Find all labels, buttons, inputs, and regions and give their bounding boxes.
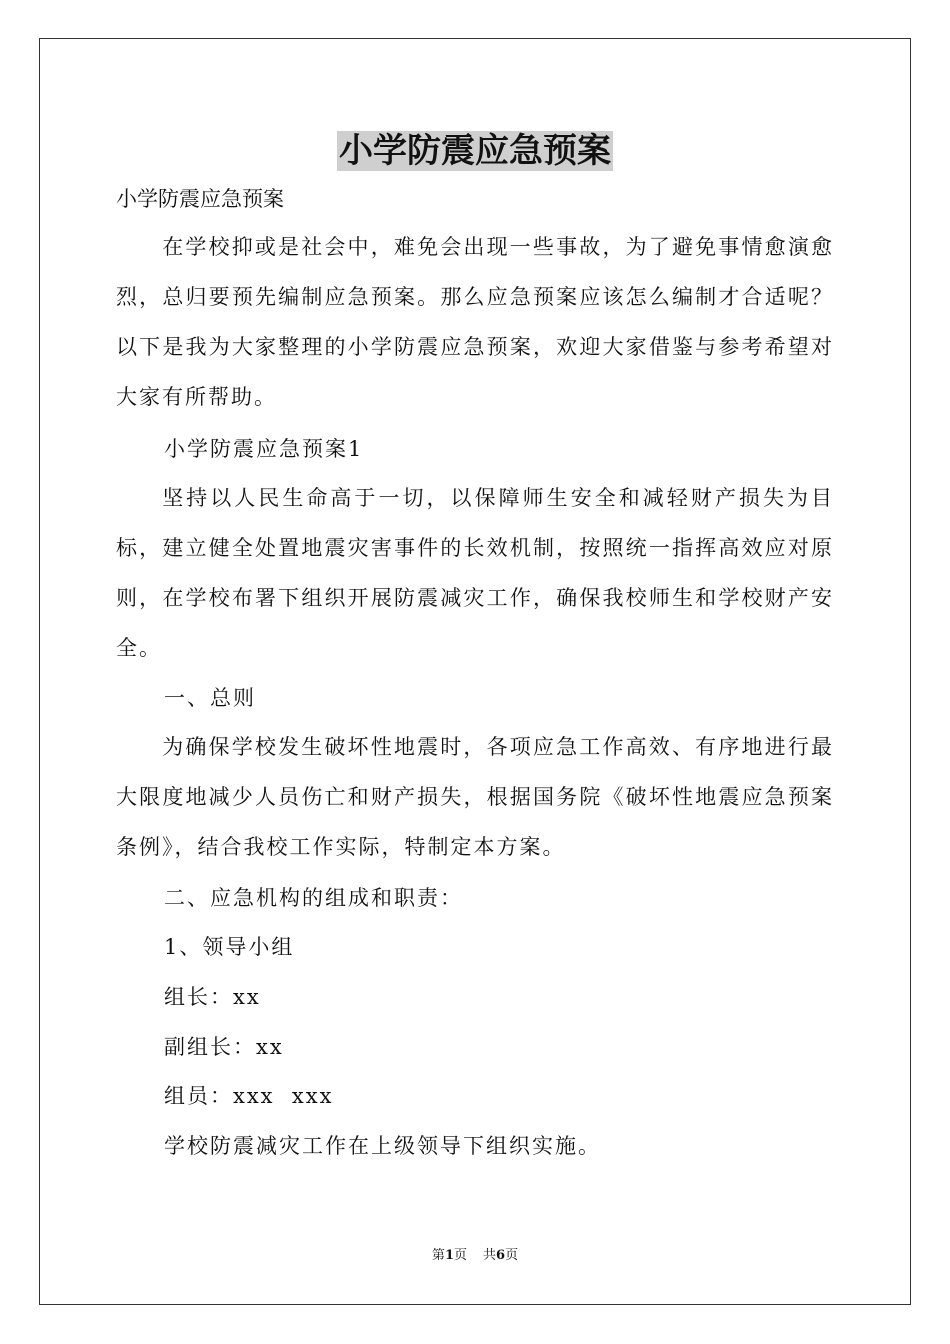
general-paragraph: 为确保学校发生破坏性地震时，各项应急工作高效、有序地进行最大限度地减少人员伤亡和财产损失，根据国务院《破坏性地震应急预案条例》，结合我校工作实际，特制定本方案。 xyxy=(116,735,834,859)
org-heading: 二、应急机构的组成和职责： xyxy=(164,886,463,910)
footer-page-prefix: 第 xyxy=(431,1248,445,1263)
members-line: 组员：xxx xxx xyxy=(164,1084,334,1108)
page-footer xyxy=(0,1246,950,1266)
document-title xyxy=(0,126,950,176)
intro-paragraph: 在学校抑或是社会中，难免会出现一些事故，为了避免事情愈演愈烈，总归要预先编制应急预案。那么应急预案应该怎么编制才合适呢？以下是我为大家整理的小学防震应急预案，欢迎大家借鉴与参考希望对大家有所帮助。 xyxy=(116,235,834,409)
section1-paragraph: 坚持以人民生命高于一切，以保障师生安全和减轻财产损失为目标，建立健全处置地震灾害事件的长效机制，按照统一指挥高效应对原则，在学校布署下组织开展防震减灾工作，确保我校师生和学校财产安全。 xyxy=(116,486,834,660)
footer-total-pages: 6 xyxy=(496,1248,506,1263)
footer-total-suffix: 页 xyxy=(505,1248,519,1263)
general-heading: 一、总则 xyxy=(164,686,256,710)
footer-page-suffix: 页 xyxy=(453,1248,467,1263)
document-subtitle: 小学防震应急预案 xyxy=(116,187,284,211)
leader-group-heading: 1、领导小组 xyxy=(164,935,295,959)
footer-page-number: 1 xyxy=(444,1248,454,1263)
footer-total-prefix: 共 xyxy=(483,1248,497,1263)
document-title-text: 小学防震应急预案 xyxy=(339,131,611,171)
section1-heading: 小学防震应急预案1 xyxy=(164,437,364,461)
closing-line: 学校防震减灾工作在上级领导下组织实施。 xyxy=(164,1134,601,1158)
vice-leader-line: 副组长：xx xyxy=(164,1035,284,1059)
leader-line: 组长：xx xyxy=(164,985,261,1009)
